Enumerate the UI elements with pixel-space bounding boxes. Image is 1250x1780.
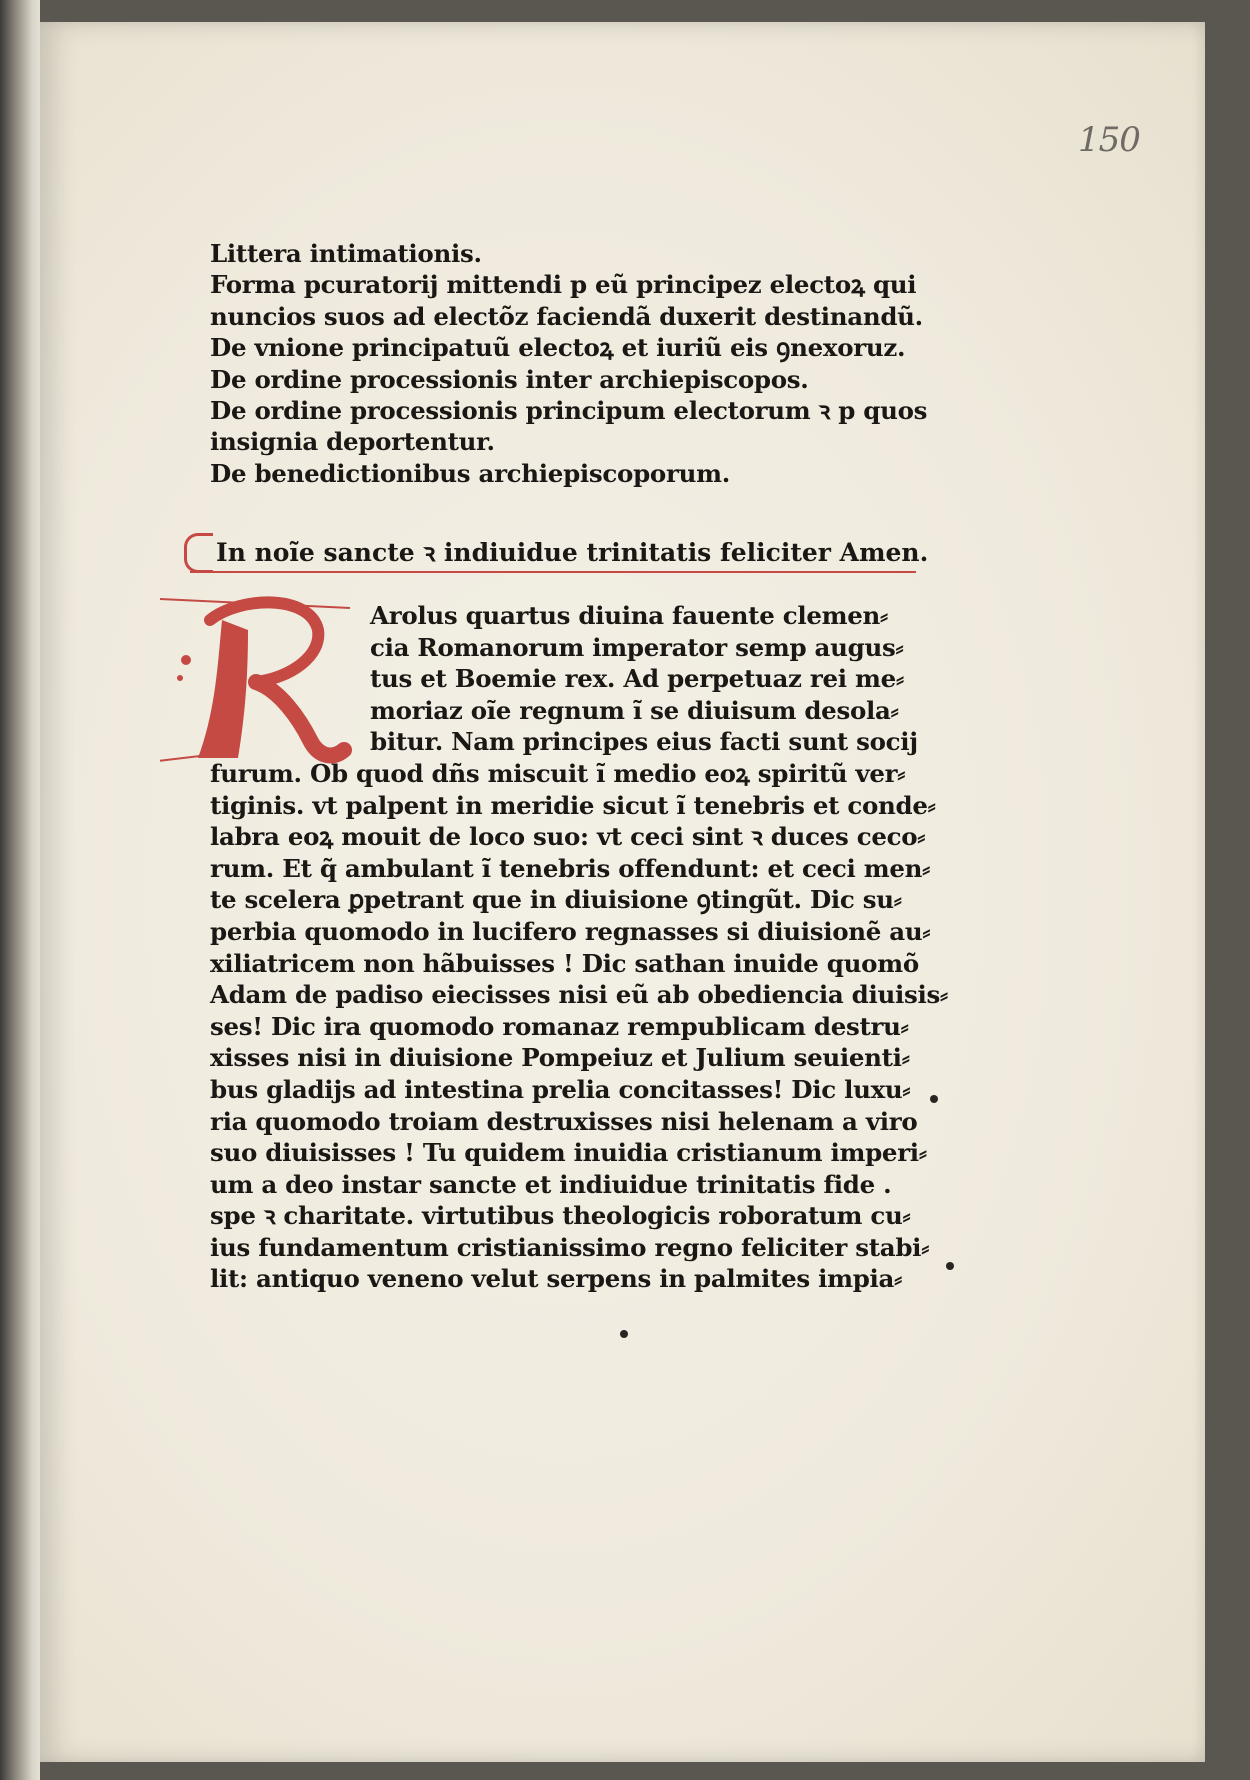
text-line: spe ꝛ charitate. virtutibus theologicis roboratum cu⸗ (210, 1201, 911, 1231)
text-line: lit: antiquo veneno velut serpens in palmites impia⸗ (210, 1264, 902, 1294)
text-line: Adam de padiso eiecisses nisi eũ ab obediencia diuisis⸗ (210, 980, 948, 1010)
toc-entry: Littera intimationis. (210, 239, 482, 268)
table-of-contents (210, 238, 928, 489)
toc-entry: De ordine processionis principum electorum ꝛ p quos (210, 396, 928, 426)
toc-entry: De benedictionibus archiepiscoporum. (210, 458, 730, 488)
text-line: xisses nisi in diuisione Pompeiuz et Julium seuienti⸗ (210, 1043, 910, 1073)
text-line: tiginis. vt palpent in meridie sicut ĩ tenebris et conde⸗ (210, 790, 936, 820)
text-line: bus gladijs ad intestina prelia concitasses! Dic luxu⸗ (210, 1074, 911, 1104)
text-line: perbia quomodo in lucifero regnasses si diuisionẽ au⸗ (210, 916, 931, 946)
book-binding-edge (0, 0, 40, 1780)
text-line: cia Romanorum imperator semp augus⸗ (370, 632, 904, 662)
text-line: Arolus quartus diuina fauente clemen⸗ (370, 601, 888, 630)
text-line: labra eoꝝ mouit de loco suo: vt ceci sint ꝛ duces ceco⸗ (210, 822, 926, 852)
text-line: ses! Dic ira quomodo romanaz rempublicam destru⸗ (210, 1011, 909, 1041)
text-line: rum. Et q̃ ambulant ĩ tenebris offendunt: et ceci men⸗ (210, 853, 931, 883)
text-line: ius fundamentum cristianissimo regno feliciter stabi⸗ (210, 1232, 930, 1262)
rubric-invocation: In noĩe sancte ꝛ indiuidue trinitatis feliciter Amen. (190, 535, 916, 573)
toc-entry: insignia deportentur. (210, 427, 495, 457)
text-line: moriaz oĩe regnum ĩ se diuisum desola⸗ (370, 695, 899, 725)
text-line: furum. Ob quod dñs miscuit ĩ medio eoꝝ spiritũ ver⸗ (210, 758, 906, 788)
text-line: te scelera ꝑpetrant que in diuisione ꝯtingũt. Dic su⸗ (210, 885, 902, 915)
text-line: bitur. Nam principes eius facti sunt socij (370, 727, 918, 757)
toc-entry: Forma pcuratorij mittendi p eũ principez electoꝝ qui (210, 270, 917, 300)
text-line: suo diuisisses ! Tu quidem inuidia cristianum imperi⸗ (210, 1138, 927, 1168)
text-line: xiliatricem non hãbuisses ! Dic sathan inuide quomõ (210, 948, 919, 978)
toc-entry: nuncios suos ad electõz faciendã duxerit destinandũ. (210, 301, 923, 331)
margin-dot (930, 1095, 938, 1103)
text-line: tus et Boemie rex. Ad perpetuaz rei me⸗ (370, 664, 904, 694)
text-line: ria quomodo troiam destruxisses nisi helenam a viro (210, 1106, 918, 1136)
margin-dot (946, 1262, 954, 1270)
toc-entry: De ordine processionis inter archiepiscopos. (210, 364, 809, 394)
folio-number: 150 (1078, 120, 1140, 160)
body-text (210, 600, 948, 1295)
margin-dot (620, 1330, 628, 1338)
text-line: um a deo instar sancte et indiuidue trinitatis fide . (210, 1169, 892, 1199)
toc-entry: De vnione principatuũ electoꝝ et iuriũ eis ꝯnexoruz. (210, 333, 906, 363)
